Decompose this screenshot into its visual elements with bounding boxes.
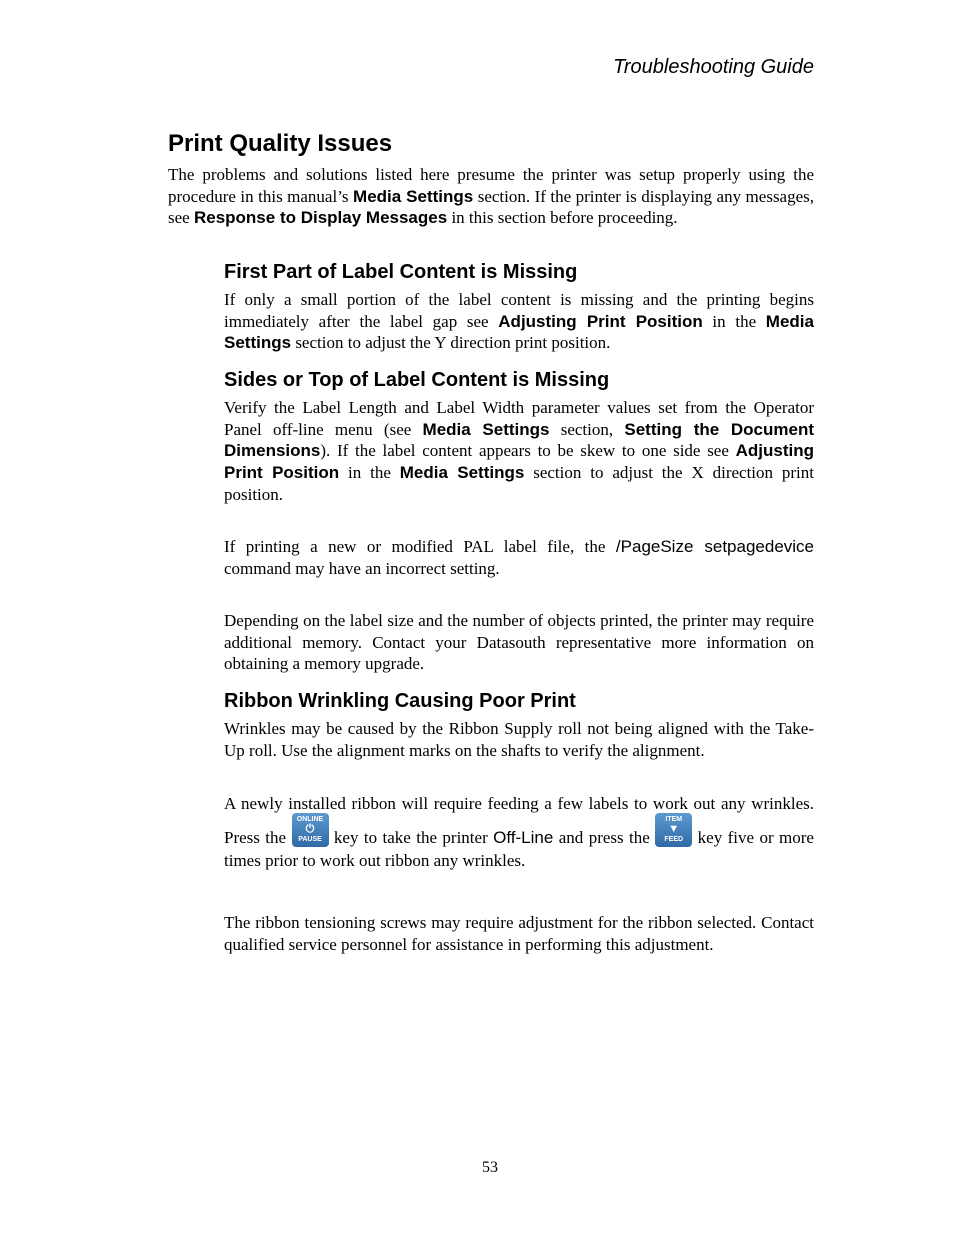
first-part-paragraph: If only a small portion of the label content is missing and the printing begins immediately after the label gap see Adjusting Print Position in the Media Settings section to adjust the Y direction print position. [224,290,814,353]
sides-top-paragraph-3: Depending on the label size and the number of objects printed, the printer may require additional memory. Contact your Datasouth representative more information on obtaining a memory upgrade. [224,611,814,674]
ribbon-paragraph-1: Wrinkles may be caused by the Ribbon Supply roll not being aligned with the Take-Up roll. Use the alignment marks on the shafts to verify the alignment. [224,719,814,760]
heading-sides-top-missing: Sides or Top of Label Content is Missing [224,369,610,391]
item-feed-key-icon: ITEM ▼ FEED [655,813,692,847]
page-number: 53 [482,1159,498,1176]
heading-ribbon-wrinkling: Ribbon Wrinkling Causing Poor Print [224,690,576,712]
intro-paragraph: The problems and solutions listed here presume the printer was setup properly using the procedure in this manual’s Media Settings section. If the printer is displaying any messages, see Response to Display Messages in this section before proceeding. [168,165,815,228]
ribbon-paragraph-2: A newly installed ribbon will require feeding a few labels to work out any wrinkles. Press the ONLINE ⏻ PAUSE key to take the printer Off-Line and press the ITEM ▼ FEED key five or more times prior to work out ribbon any wrinkles. [224,794,814,870]
heading-first-part-missing: First Part of Label Content is Missing [224,261,578,283]
section-title: Print Quality Issues [168,130,393,157]
ribbon-paragraph-3: The ribbon tensioning screws may require adjustment for the ribbon selected. Contact qualified service personnel for assistance in performing this adjustment. [224,913,814,954]
running-header: Troubleshooting Guide [613,56,814,78]
sides-top-paragraph-2: If printing a new or modified PAL label file, the /PageSize setpagedevice command may have an incorrect setting. [224,537,814,578]
online-pause-key-icon: ONLINE ⏻ PAUSE [292,813,329,847]
sides-top-paragraph-1: Verify the Label Length and Label Width parameter values set from the Operator Panel off-line menu (see Media Settings section, Setting the Document Dimensions). If the label content appears to be skew to one side see Adjusting Print Position in the Media Settings section to adjust the X direction print position. [224,398,815,504]
